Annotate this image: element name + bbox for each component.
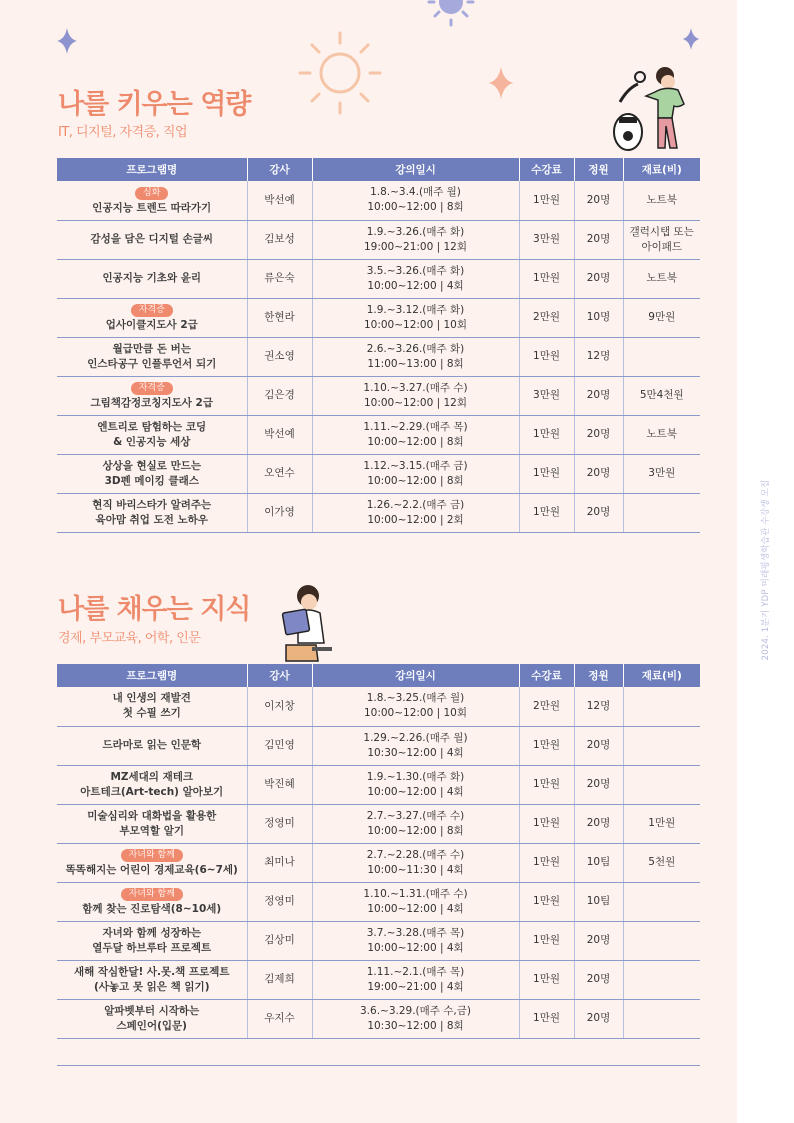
material-cell: [623, 337, 700, 376]
side-caption: [740, 475, 790, 665]
teacher-cell: 김민영: [247, 726, 312, 765]
capacity-cell: 12명: [574, 687, 623, 726]
material-cell: [623, 687, 700, 726]
fee-cell: 1만원: [519, 493, 574, 532]
material-cell: [623, 220, 700, 259]
program-name-cell: [57, 493, 247, 532]
cell-line: 1.9.~1.30.(매주 화): [366, 770, 465, 783]
cell-line: 1.12.~3.15.(매주 금): [363, 459, 468, 472]
cell-line: 새해 작심한달! 사.못.책 프로젝트: [73, 965, 230, 978]
cell-line: 스페인어(입문): [116, 1019, 187, 1032]
fee-cell: 2만원: [519, 298, 574, 337]
table-row: [57, 843, 700, 882]
table-row: [57, 181, 700, 220]
material-cell: [623, 999, 700, 1038]
fee-cell: 1만원: [519, 726, 574, 765]
sun-decoration-small: [423, 0, 479, 30]
program-name-cell: [57, 960, 247, 999]
reading-person-illustration: [276, 583, 336, 665]
material-cell: [623, 921, 700, 960]
table-row: [57, 921, 700, 960]
teacher-cell: 김은경: [247, 376, 312, 415]
schedule-cell: [312, 687, 519, 726]
capacity-cell: 10명: [574, 298, 623, 337]
material-cell: [623, 765, 700, 804]
fee-cell: 1만원: [519, 337, 574, 376]
cell-line: 감성을 담은 디지털 손글씨: [90, 233, 214, 245]
sparkle-icon: [682, 28, 700, 50]
table-row: [57, 804, 700, 843]
capacity-cell: 20명: [574, 415, 623, 454]
table-row: [57, 415, 700, 454]
header-fee: 수강료: [519, 664, 574, 687]
program-name-cell: [57, 882, 247, 921]
cell-line: 엔트리로 탐험하는 코딩: [97, 420, 207, 433]
teacher-cell: 최미나: [247, 843, 312, 882]
teacher-cell: 김보성: [247, 220, 312, 259]
cell-line: 10:00~12:00 | 8회: [367, 435, 464, 448]
cell-line: 노트북: [646, 193, 677, 206]
table-row: [57, 259, 700, 298]
material-cell: [623, 259, 700, 298]
cell-line: 1.11.~2.1.(매주 목): [366, 965, 465, 978]
schedule-cell: [312, 259, 519, 298]
table-row: [57, 454, 700, 493]
cell-line: 부모역할 알기: [119, 824, 184, 837]
program-name-cell: [57, 259, 247, 298]
cell-line: 현직 바리스타가 알려주는: [92, 498, 212, 511]
cell-line: 알파벳부터 시작하는: [104, 1004, 200, 1017]
fee-cell: 1만원: [519, 415, 574, 454]
material-cell: [623, 493, 700, 532]
table-header-row: [57, 158, 700, 181]
cell-line: 똑똑해지는 어린이 경제교육(6~7세): [65, 864, 238, 876]
fee-cell: 1만원: [519, 181, 574, 220]
program-name-cell: [57, 454, 247, 493]
cell-line: 10:00~12:00 | 8회: [367, 201, 464, 214]
cell-line: 상상을 현실로 만드는: [102, 459, 202, 472]
program-name-cell: [57, 765, 247, 804]
cell-line: 1만원: [648, 817, 676, 829]
cell-line: 10:00~12:00 | 4회: [367, 902, 464, 915]
material-cell: [623, 298, 700, 337]
header-program: 프로그램명: [57, 664, 247, 687]
fee-cell: 1만원: [519, 765, 574, 804]
header-teacher: 강사: [247, 158, 312, 181]
material-cell: [623, 181, 700, 220]
cell-line: 함께 찾는 진로탐색(8~10세): [82, 903, 222, 915]
cell-line: 자녀와 함께 성장하는: [102, 926, 202, 939]
category-badge: 자녀와 함께: [121, 849, 183, 862]
capacity-cell: 20명: [574, 921, 623, 960]
teacher-cell: 정영미: [247, 882, 312, 921]
cell-line: 5천원: [648, 856, 676, 868]
material-cell: [623, 804, 700, 843]
table-row: [57, 960, 700, 999]
table-row: [57, 376, 700, 415]
cell-line: 인공지능 기초와 윤리: [102, 272, 202, 284]
fee-cell: 1만원: [519, 804, 574, 843]
cell-line: 드라마로 읽는 인문학: [102, 739, 202, 751]
cell-line: 3만원: [648, 467, 676, 479]
cell-line: 10:00~12:00 | 8회: [367, 824, 464, 837]
fee-cell: 1만원: [519, 960, 574, 999]
program-name-cell: [57, 337, 247, 376]
person-robot-illustration: [610, 62, 695, 154]
capacity-cell: 20명: [574, 220, 623, 259]
cell-line: 10:00~12:00 | 2회: [367, 513, 464, 526]
program-name-cell: [57, 181, 247, 220]
material-cell: [623, 454, 700, 493]
cell-line: 육아맘 취업 도전 노하우: [95, 513, 208, 526]
fee-cell: 3만원: [519, 220, 574, 259]
material-cell: [623, 415, 700, 454]
program-name-cell: [57, 999, 247, 1038]
table-header-row: [57, 664, 700, 687]
material-cell: [623, 726, 700, 765]
cell-line: MZ세대의 재테크: [110, 770, 194, 783]
teacher-cell: 권소영: [247, 337, 312, 376]
schedule-cell: [312, 804, 519, 843]
table-row: [57, 337, 700, 376]
cell-line: 19:00~21:00 | 4회: [367, 980, 464, 993]
header-program: 프로그램명: [57, 158, 247, 181]
cell-line: 10:00~12:00 | 4회: [367, 941, 464, 954]
cell-line: 10:00~12:00 | 4회: [367, 785, 464, 798]
teacher-cell: 박선예: [247, 181, 312, 220]
cell-line: 2.6.~3.26.(매주 화): [366, 342, 465, 355]
cell-line: 인공지능 트렌드 따라가기: [92, 201, 212, 214]
cell-line: 인스타공구 인플루언서 되기: [87, 357, 217, 370]
teacher-cell: 이가영: [247, 493, 312, 532]
cell-line: 아트테크(Art-tech) 알아보기: [80, 785, 224, 798]
cell-line: 10:30~12:00 | 4회: [367, 746, 464, 759]
header-material: 재료(비): [623, 158, 700, 181]
cell-line: (사놓고 못 읽은 책 읽기): [93, 980, 210, 993]
capacity-cell: 20명: [574, 259, 623, 298]
header-capacity: 정원: [574, 664, 623, 687]
schedule-cell: [312, 220, 519, 259]
cell-line: 노트북: [646, 428, 677, 440]
cell-line: 1.10.~3.27.(매주 수): [363, 381, 468, 394]
fee-cell: 1만원: [519, 921, 574, 960]
cell-line: 노트북: [646, 272, 677, 284]
program-name-cell: [57, 298, 247, 337]
cell-line: 1.10.~1.31.(매주 수): [363, 887, 468, 900]
cell-line: 1.9.~3.12.(매주 화): [366, 303, 465, 316]
schedule-cell: [312, 181, 519, 220]
program-name-cell: [57, 220, 247, 259]
cell-line: 첫 수필 쓰기: [122, 707, 181, 720]
header-schedule: 강의일시: [312, 158, 519, 181]
teacher-cell: 오연수: [247, 454, 312, 493]
program-name-cell: [57, 415, 247, 454]
program-name-cell: [57, 376, 247, 415]
cell-line: 10:00~12:00 | 10회: [363, 318, 468, 331]
sparkle-icon: [488, 67, 514, 99]
fee-cell: 1만원: [519, 454, 574, 493]
header-schedule: 강의일시: [312, 664, 519, 687]
section-subtitle: IT, 디지털, 자격증, 직업: [58, 125, 188, 140]
cell-line: 10:30~12:00 | 8회: [367, 1019, 464, 1032]
program-name-cell: [57, 843, 247, 882]
header-fee: 수강료: [519, 158, 574, 181]
schedule-cell: [312, 415, 519, 454]
material-cell: [623, 843, 700, 882]
divider: [57, 1065, 700, 1066]
cell-line: 1.11.~2.29.(매주 목): [363, 420, 468, 433]
capacity-cell: 20명: [574, 493, 623, 532]
capacity-cell: 20명: [574, 454, 623, 493]
cell-line: 1.9.~3.26.(매주 화): [366, 225, 465, 238]
capacity-cell: 20명: [574, 726, 623, 765]
cell-line: 3.5.~3.26.(매주 화): [366, 264, 465, 277]
category-badge: 자녀와 함께: [121, 888, 183, 901]
teacher-cell: 박선예: [247, 415, 312, 454]
teacher-cell: 김제희: [247, 960, 312, 999]
cell-line: 11:00~13:00 | 8회: [367, 357, 464, 370]
cell-line: 1.29.~2.26.(매주 월): [363, 731, 468, 744]
fee-cell: 1만원: [519, 259, 574, 298]
program-name-cell: [57, 921, 247, 960]
schedule-cell: [312, 882, 519, 921]
material-cell: [623, 882, 700, 921]
capacity-cell: 10팀: [574, 882, 623, 921]
schedule-cell: [312, 999, 519, 1038]
category-badge: 자격증: [131, 382, 173, 395]
cell-line: 10:00~12:00 | 4회: [367, 279, 464, 292]
capacity-cell: 20명: [574, 181, 623, 220]
cell-line: 10:00~12:00 | 12회: [363, 396, 468, 409]
table-row: [57, 726, 700, 765]
cell-line: 내 인생의 재발견: [112, 692, 191, 705]
capacity-cell: 20명: [574, 765, 623, 804]
cell-line: 월급만큼 돈 버는: [112, 342, 191, 355]
sun-decoration: [295, 28, 385, 118]
table-row: [57, 999, 700, 1038]
teacher-cell: 한현라: [247, 298, 312, 337]
schedule-cell: [312, 765, 519, 804]
cell-line: 9만원: [648, 311, 676, 323]
header-teacher: 강사: [247, 664, 312, 687]
cell-line: 19:00~21:00 | 12회: [363, 240, 468, 253]
teacher-cell: 정영미: [247, 804, 312, 843]
side-caption-text: 2024. 1분기 YDP 미래평생학습관 수강생 모집: [761, 479, 771, 661]
schedule-cell: [312, 921, 519, 960]
table-row: [57, 220, 700, 259]
cell-line: 3D펜 메이킹 클래스: [104, 474, 199, 487]
cell-line: 열두달 하브루타 프로젝트: [92, 941, 212, 954]
cell-line: 갤럭시탭 또는: [629, 225, 694, 238]
table-row: [57, 882, 700, 921]
cell-line: 업사이클지도사 2급: [105, 319, 198, 331]
schedule-cell: [312, 454, 519, 493]
cell-line: 3.6.~3.29.(매주 수,금): [360, 1004, 471, 1017]
cell-line: 1.26.~2.2.(매주 금): [366, 498, 465, 511]
cell-line: 5만4천원: [639, 389, 684, 401]
capacity-cell: 20명: [574, 804, 623, 843]
cell-line: 10:00~11:30 | 4회: [367, 863, 464, 876]
fee-cell: 3만원: [519, 376, 574, 415]
schedule-cell: [312, 726, 519, 765]
table-row: [57, 298, 700, 337]
cell-line: 10:00~12:00 | 8회: [367, 474, 464, 487]
schedule-cell: [312, 337, 519, 376]
fee-cell: 1만원: [519, 882, 574, 921]
program-table-knowledge: [57, 664, 700, 1039]
header-capacity: 정원: [574, 158, 623, 181]
table-row: [57, 765, 700, 804]
capacity-cell: 20명: [574, 376, 623, 415]
cell-line: 3.7.~3.28.(매주 목): [366, 926, 465, 939]
schedule-cell: [312, 376, 519, 415]
section-subtitle: 경제, 부모교육, 어학, 인문: [58, 631, 201, 646]
fee-cell: 1만원: [519, 999, 574, 1038]
fee-cell: 1만원: [519, 843, 574, 882]
program-name-cell: [57, 726, 247, 765]
cell-line: 1.8.~3.4.(매주 월): [370, 186, 461, 199]
schedule-cell: [312, 493, 519, 532]
schedule-cell: [312, 960, 519, 999]
teacher-cell: 김상미: [247, 921, 312, 960]
capacity-cell: 20명: [574, 999, 623, 1038]
cell-line: 10:00~12:00 | 10회: [363, 707, 468, 720]
program-name-cell: [57, 687, 247, 726]
teacher-cell: 류은숙: [247, 259, 312, 298]
category-badge: 심화: [135, 187, 168, 200]
category-badge: 자격증: [131, 304, 173, 317]
material-cell: [623, 960, 700, 999]
cell-line: 1.8.~3.25.(매주 월): [366, 692, 465, 705]
material-cell: [623, 376, 700, 415]
table-row: [57, 687, 700, 726]
section-title: 나를 키우는 역량: [58, 89, 251, 120]
sparkle-icon: [57, 28, 77, 54]
cell-line: 아이패드: [641, 240, 683, 253]
capacity-cell: 10팀: [574, 843, 623, 882]
schedule-cell: [312, 843, 519, 882]
teacher-cell: 이지창: [247, 687, 312, 726]
cell-line: 그림책감정코칭지도사 2급: [90, 397, 214, 409]
section-title: 나를 채우는 지식: [58, 594, 251, 625]
capacity-cell: 12명: [574, 337, 623, 376]
teacher-cell: 우지수: [247, 999, 312, 1038]
program-table-competency: [57, 158, 700, 533]
capacity-cell: 20명: [574, 960, 623, 999]
fee-cell: 2만원: [519, 687, 574, 726]
cell-line: 2.7.~3.27.(매주 수): [366, 809, 465, 822]
teacher-cell: 박진혜: [247, 765, 312, 804]
header-material: 재료(비): [623, 664, 700, 687]
cell-line: 2.7.~2.28.(매주 수): [366, 848, 465, 861]
cell-line: & 인공지능 세상: [113, 435, 191, 448]
program-name-cell: [57, 804, 247, 843]
table-row: [57, 493, 700, 532]
schedule-cell: [312, 298, 519, 337]
cell-line: 미술심리와 대화법을 활용한: [87, 809, 217, 822]
